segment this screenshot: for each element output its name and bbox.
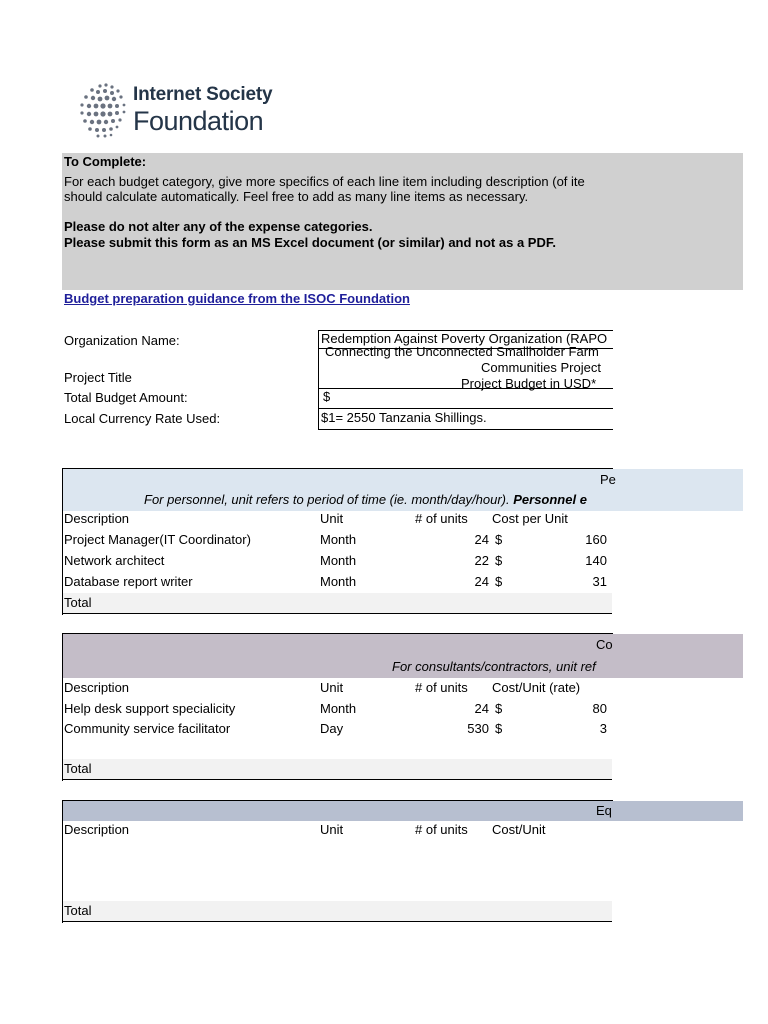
logo-line1: Internet Society: [133, 84, 273, 105]
row-currency: $: [495, 721, 503, 736]
currency-rate-value[interactable]: $1= 2550 Tanzania Shillings.: [321, 410, 487, 425]
project-title-value-1[interactable]: Connecting the Unconnected Smallholder Farm: [325, 344, 599, 359]
org-info-fields: [318, 330, 613, 430]
col-num-units: # of units: [415, 511, 468, 526]
row-cost: 80: [592, 701, 607, 716]
col-unit: Unit: [320, 680, 344, 695]
instructions-panel: [62, 153, 743, 290]
instructions-line2: should calculate automatically. Feel free to add as many line items as necessary.: [64, 189, 529, 204]
total-label: Total: [64, 761, 92, 776]
col-num-units: # of units: [415, 680, 468, 695]
total-label: Total: [64, 903, 92, 918]
org-name-value[interactable]: Redemption Against Poverty Organization (RAPO: [321, 331, 608, 346]
row-currency: $: [495, 532, 503, 547]
project-title-value-3[interactable]: Project Budget in USD*: [461, 376, 597, 391]
row-unit: Month: [320, 574, 357, 589]
personnel-subtitle: For personnel, unit refers to period of time (ie. month/day/hour). Personnel e: [144, 492, 587, 507]
equipment-title: Eq: [596, 803, 612, 818]
row-unit: Month: [320, 701, 357, 716]
row-units: 24: [474, 574, 489, 589]
dot-cluster-icon: [78, 82, 130, 138]
col-description: Description: [64, 822, 130, 837]
row-description: Project Manager(IT Coordinator): [64, 532, 251, 547]
isoc-foundation-logo: [78, 82, 278, 138]
row-currency: $: [495, 574, 503, 589]
row-cost: 160: [585, 532, 607, 547]
row-units: 24: [474, 701, 489, 716]
row-units: 22: [474, 553, 489, 568]
project-title-value-2[interactable]: Communities Project: [481, 360, 601, 375]
col-unit: Unit: [320, 511, 344, 526]
project-title-label: Project Title: [64, 370, 132, 385]
row-cost: 31: [592, 574, 607, 589]
org-name-label: Organization Name:: [64, 333, 180, 348]
row-unit: Month: [320, 532, 357, 547]
row-description: Database report writer: [64, 574, 193, 589]
row-units: 24: [474, 532, 489, 547]
instructions-line4: Please submit this form as an MS Excel document (or similar) and not as a PDF.: [64, 235, 556, 250]
col-cost-rate: Cost/Unit (rate): [492, 680, 581, 695]
total-budget-value[interactable]: $: [323, 389, 331, 404]
total-row: [63, 759, 612, 779]
col-unit: Unit: [320, 822, 344, 837]
personnel-title: Pe: [600, 472, 616, 487]
currency-rate-label: Local Currency Rate Used:: [64, 411, 221, 426]
row-description: Network architect: [64, 553, 165, 568]
row-cost: 3: [599, 721, 607, 736]
col-description: Description: [64, 511, 130, 526]
instructions-heading: To Complete:: [64, 154, 147, 169]
row-units: 530: [467, 721, 489, 736]
col-description: Description: [64, 680, 130, 695]
row-description: Help desk support specialicity: [64, 701, 236, 716]
col-cost-unit: Cost/Unit: [492, 822, 546, 837]
total-label: Total: [64, 595, 92, 610]
row-cost: 140: [585, 553, 607, 568]
total-row: [63, 901, 612, 921]
instructions-line3: Please do not alter any of the expense categories.: [64, 219, 373, 234]
logo-line2: Foundation: [133, 106, 264, 136]
col-cost-per-unit: Cost per Unit: [492, 511, 568, 526]
total-budget-label: Total Budget Amount:: [64, 390, 188, 405]
row-currency: $: [495, 553, 503, 568]
col-num-units: # of units: [415, 822, 468, 837]
consultants-subtitle: For consultants/contractors, unit ref: [392, 659, 596, 674]
guidance-link[interactable]: Budget preparation guidance from the ISOC Foundation: [64, 291, 410, 306]
total-row: [63, 593, 612, 613]
row-unit: Day: [320, 721, 344, 736]
row-unit: Month: [320, 553, 357, 568]
row-description: Community service facilitator: [64, 721, 231, 736]
instructions-line1: For each budget category, give more specifics of each line item including description (of ite: [64, 174, 585, 189]
consultants-title: Co: [596, 637, 613, 652]
row-currency: $: [495, 701, 503, 716]
